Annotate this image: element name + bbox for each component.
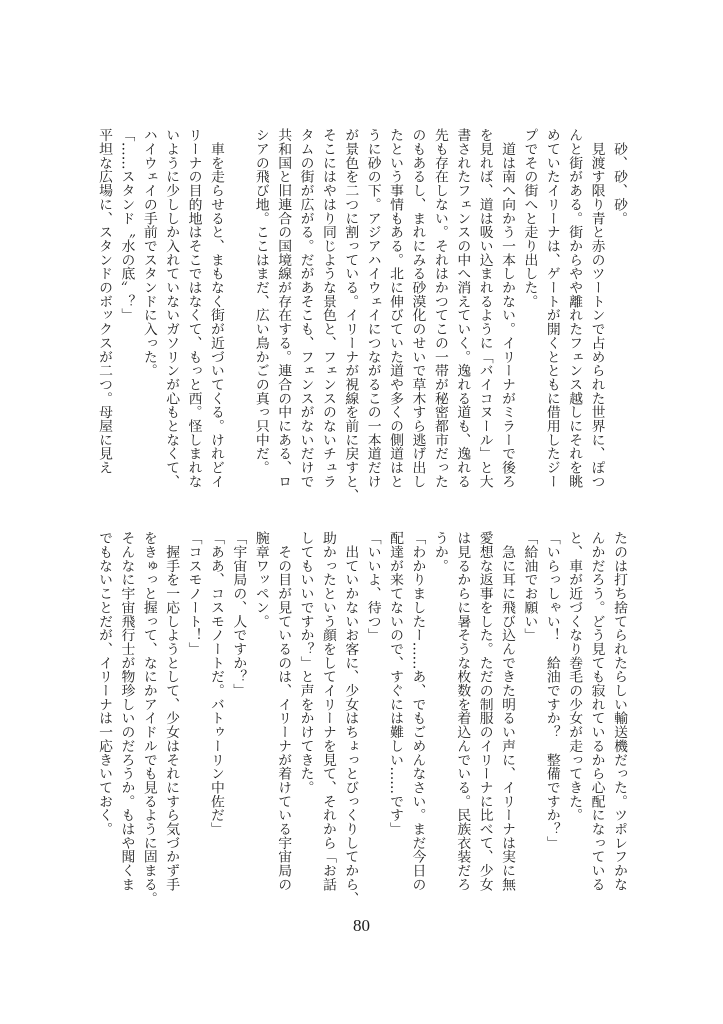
page-number: 80 bbox=[353, 916, 370, 935]
text-column: ハイウェイの手前でスタンドに入った。 bbox=[140, 128, 157, 378]
text-column: 砂、砂、砂。 bbox=[611, 128, 627, 225]
text-column: たという事情もある。北に伸びていた道や多くの側道はと bbox=[387, 128, 404, 489]
text-column: 「……スタンド〝水の底〟？」 bbox=[118, 128, 135, 322]
text-column: めていたイリーナは、ゲートが開くとともに借用したジー bbox=[543, 128, 560, 489]
text-column: んと街がある。街からやや離れたフェンス越しにそれを眺 bbox=[566, 128, 583, 489]
text-column: 見渡す限り青と赤のツートンで占められた世界に、ぽつ bbox=[588, 128, 605, 489]
text-column: そんなに宇宙飛行士が物珍しいのだろうか。もはや聞くま bbox=[118, 531, 135, 892]
text-column: リーナの目的地はそこではなくて、もっと西。怪しまれな bbox=[185, 128, 202, 489]
text-column: 出ていかないお客に、少女はちょっとびっくりしてから、 bbox=[342, 531, 359, 905]
text-column: たのは打ち捨てられたらしい輸送機だった。ツポレフかな bbox=[611, 531, 627, 892]
text-column: 車を走らせると、まもなく街が近づいてくる。けれどイ bbox=[207, 128, 224, 489]
upper-text-block bbox=[92, 128, 630, 508]
text-column: 書されたフェンスの中へ消えていく。逸れる道も、逸れる bbox=[454, 128, 471, 489]
text-column: をきゅっと握って、なにかアイドルでも見るように固まる。 bbox=[140, 531, 157, 905]
text-column: 「いいよ、待つ」 bbox=[364, 531, 381, 642]
text-column: いように少ししか入れていないガソリンが心もとなくて、 bbox=[163, 128, 180, 489]
text-column: のもあるし、まれにみる砂漠化のせいで草木すら逃げ出し bbox=[409, 128, 426, 489]
text-column: 「ああ、コスモノートだ。バトゥーリン中佐だ」 bbox=[207, 531, 224, 836]
text-column: その目が見ているのは、イリーナが着けている宇宙局の bbox=[275, 531, 292, 892]
text-column: 助かったという顔をしてイリーナを見て、それから「お話 bbox=[319, 531, 336, 892]
text-column: プでその街へと走り出した。 bbox=[521, 128, 538, 309]
text-column: そこにはやはり同じような景色と、フェンスのないチュラ bbox=[319, 128, 336, 489]
text-column: シアの飛び地。ここはまだ、広い鳥かごの真っ只中だ。 bbox=[252, 128, 269, 475]
text-column: 握手を一応しようとして、少女はそれにすら気づかず手 bbox=[163, 531, 180, 892]
text-column: 「いらっしゃい！ 給油ですか？ 整備ですか？」 bbox=[543, 531, 560, 850]
text-column: を見れば、道は吸い込まれるように「バイコヌール」と大 bbox=[476, 128, 493, 489]
text-column: タムの街が広がる。だがあそこも、フェンスがないだけで bbox=[297, 128, 314, 489]
text-column: んかだろう。どう見ても寂れているから心配になっている bbox=[588, 531, 605, 892]
text-column: 「コスモノート！」 bbox=[185, 531, 202, 656]
text-column: 共和国と旧連合の国境線が存在する。連合の中にある、ロ bbox=[275, 128, 292, 489]
text-column: 愛想な返事をした。ただの制服のイリーナに比べて、少女 bbox=[476, 531, 493, 892]
text-column: 平坦な広場に、スタンドのボックスが二つ。母屋に見え bbox=[96, 128, 113, 475]
text-column: が景色を二つに割っている。イリーナが視線を前に戻すと、 bbox=[342, 128, 359, 502]
text-column: 「わかりましたー……あ、でもごめんなさい。まだ今日の bbox=[409, 531, 426, 892]
text-column: 道は南へ向かう一本しかない。イリーナがミラーで後ろ bbox=[499, 128, 516, 489]
text-column: でもないことだが、イリーナは一応きいておく。 bbox=[96, 531, 113, 836]
text-column: と、車が近づくなり巻毛の少女が走ってきた。 bbox=[566, 531, 583, 822]
text-column: 腕章ワッペン。 bbox=[252, 531, 269, 628]
text-column: うか。 bbox=[431, 531, 448, 573]
text-column: うに砂の下。アジアハイウェイにつながるこの一本道だけ bbox=[364, 128, 381, 489]
text-column: は見るからに暑そうな枚数を着込んでいる。民族衣装だろ bbox=[454, 531, 471, 892]
text-column: 急に耳に飛び込んできた明るい声に、イリーナは実に無 bbox=[499, 531, 516, 892]
scene-break-blank-column bbox=[227, 128, 249, 508]
text-column: 先も存在しない。それはかつてこの一帯が秘密都市だった bbox=[431, 128, 448, 489]
text-column: 「宇宙局の、人ですか？」 bbox=[230, 531, 247, 698]
text-column: 「給油でお願い」 bbox=[521, 531, 538, 642]
text-column: 配達が来てないので、すぐには難しい……です」 bbox=[387, 531, 404, 836]
lower-text-block bbox=[92, 531, 630, 911]
text-column: してもいいですか？」と声をかけてきた。 bbox=[297, 531, 314, 795]
